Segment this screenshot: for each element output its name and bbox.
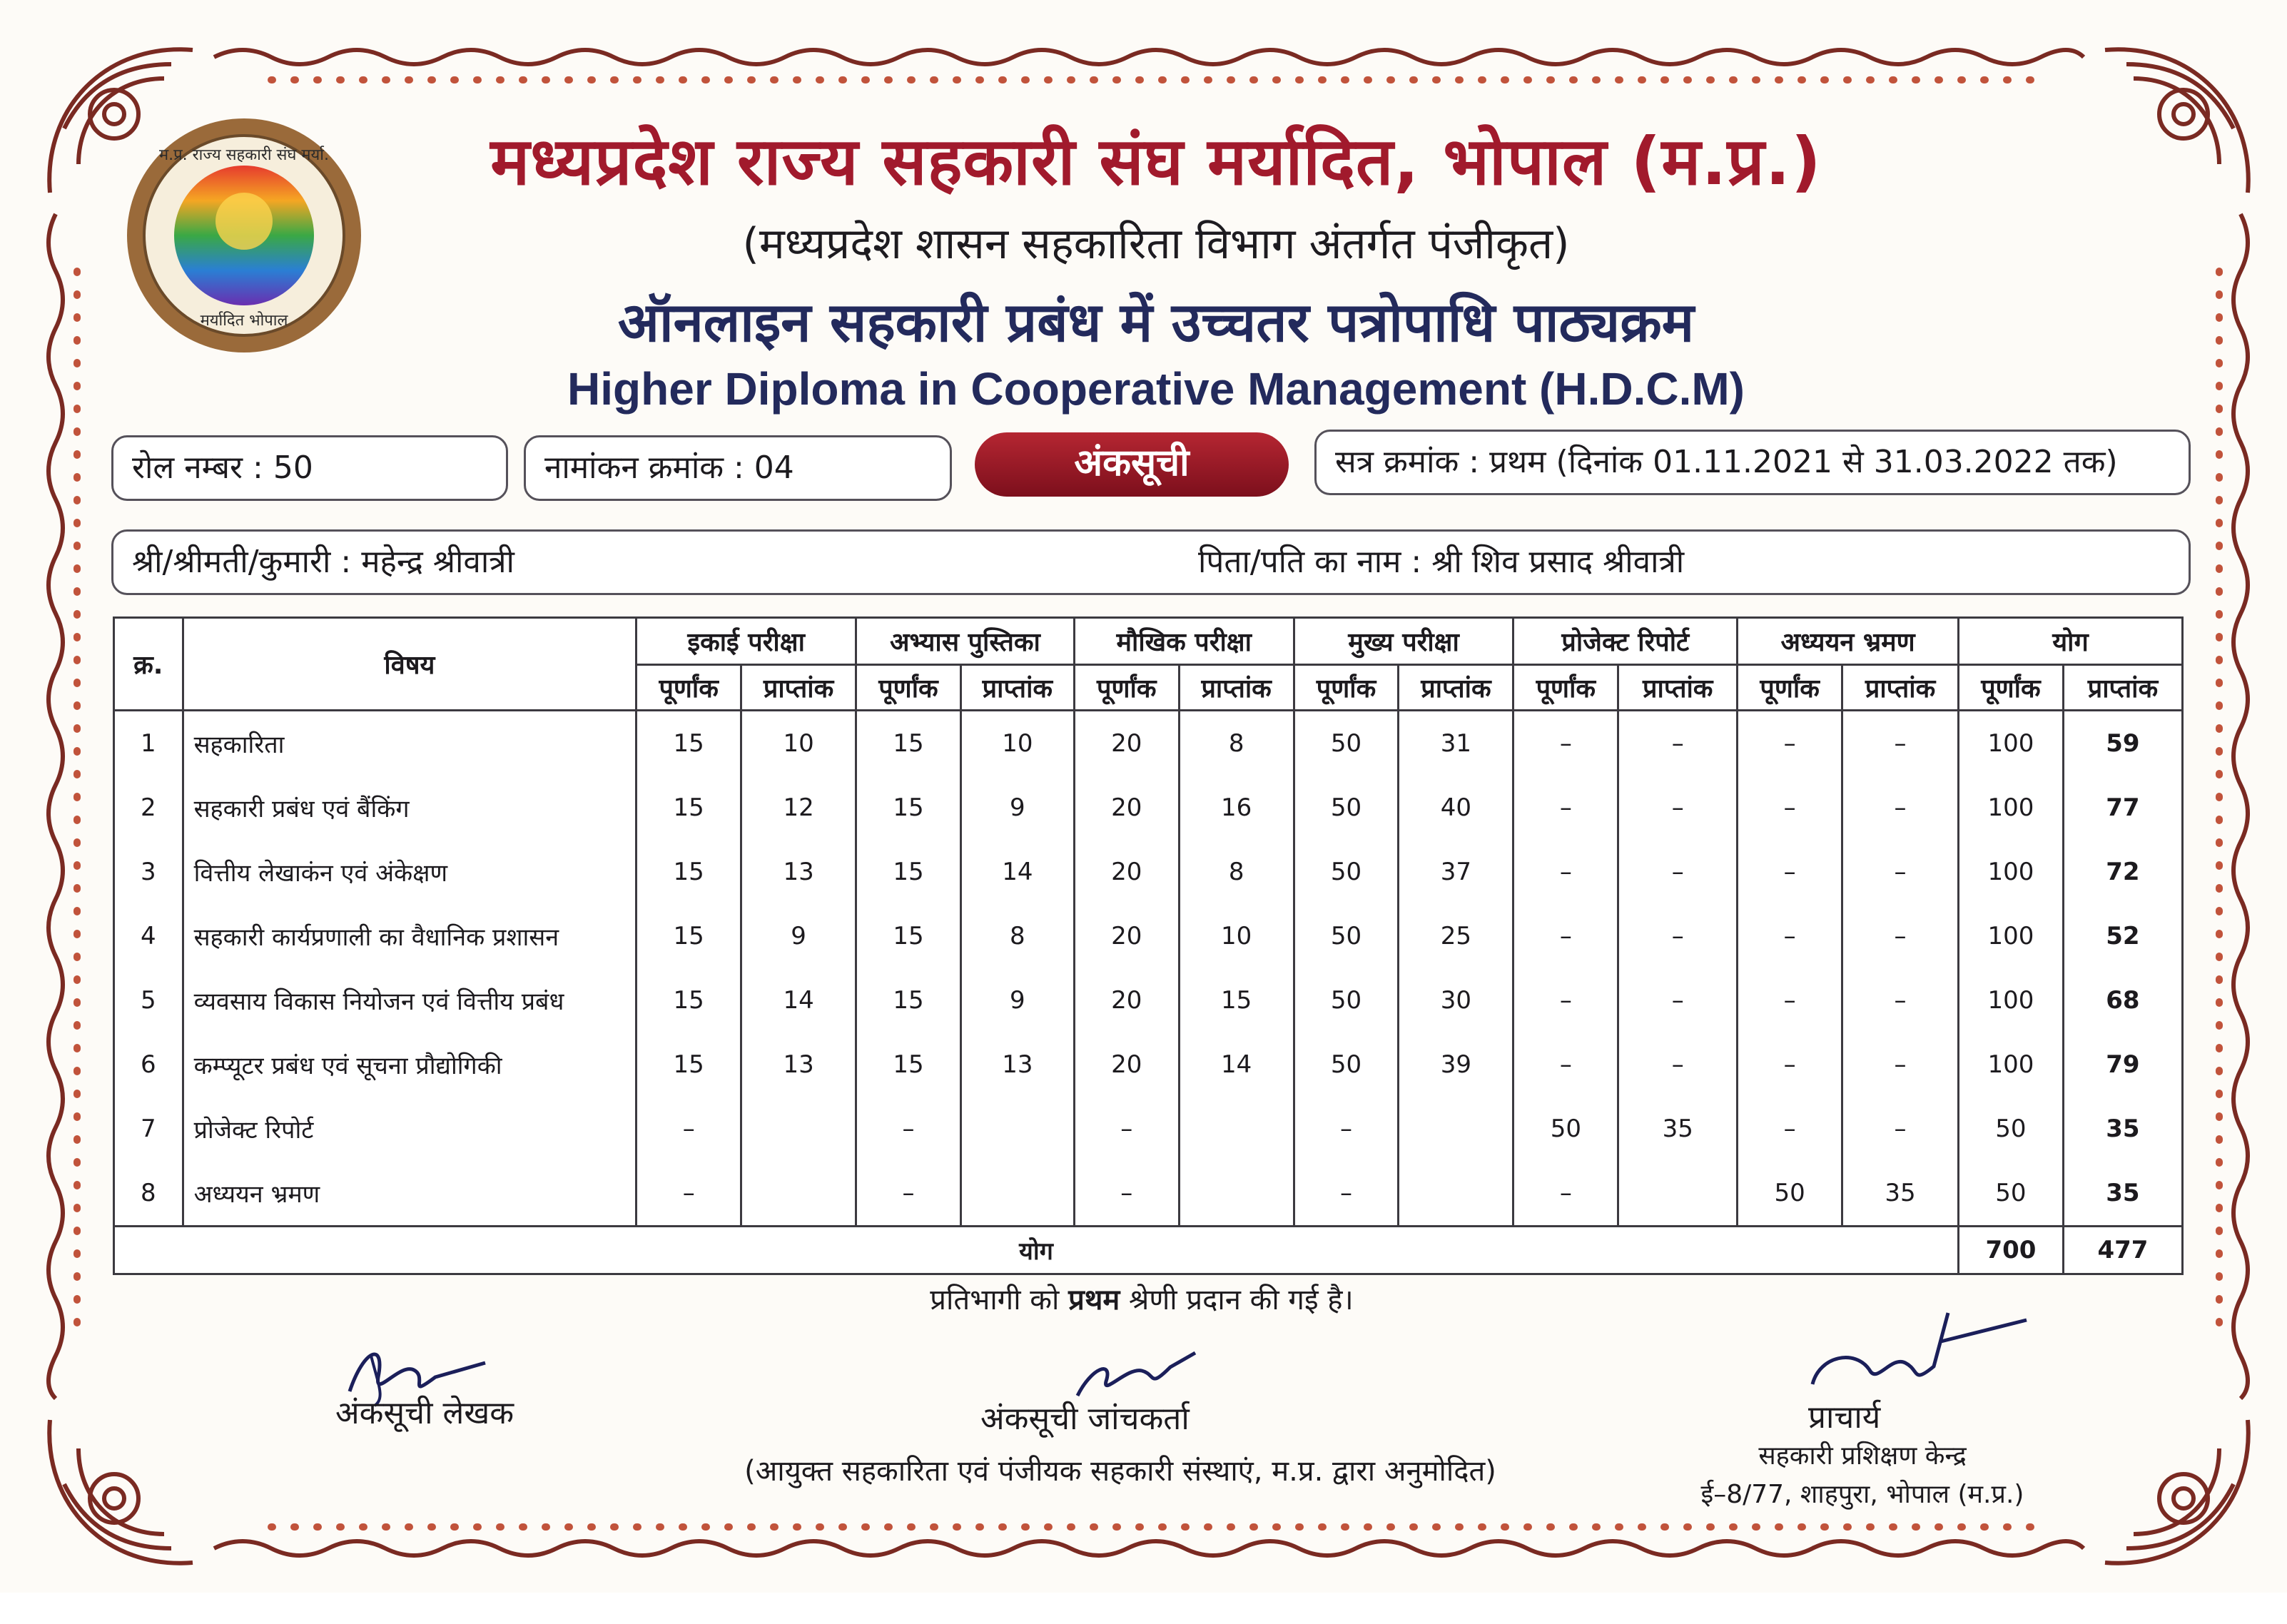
row-marks-cell: 16	[1179, 776, 1294, 840]
row-marks-cell	[1618, 1161, 1738, 1227]
result-division: प्रथम	[1068, 1284, 1120, 1316]
row-subject: अध्ययन भ्रमण	[183, 1161, 637, 1227]
row-marks-cell: –	[1618, 968, 1738, 1032]
row-serial: 1	[114, 711, 183, 776]
principal-signature	[1805, 1299, 2034, 1399]
header-full-marks: पूर्णांक	[1074, 665, 1179, 711]
row-marks-cell: 13	[741, 840, 856, 904]
row-serial: 3	[114, 840, 183, 904]
header-oral-exam: मौखिक परीक्षा	[1074, 618, 1294, 665]
row-marks-cell: 39	[1399, 1032, 1513, 1097]
table-row	[114, 1161, 2183, 1227]
row-marks-cell: –	[1738, 711, 1842, 776]
row-marks-cell: –	[1618, 904, 1738, 968]
row-marks-cell: –	[1842, 904, 1959, 968]
row-marks-cell: 15	[856, 711, 961, 776]
row-marks-cell: 15	[856, 1032, 961, 1097]
row-total-cell: 50	[1959, 1161, 2064, 1227]
row-marks-cell: –	[1842, 1032, 1959, 1097]
table-row	[114, 968, 2183, 1032]
row-marks-cell: 12	[741, 776, 856, 840]
row-subject: व्यवसाय विकास नियोजन एवं वित्तीय प्रबंध	[183, 968, 637, 1032]
row-total-cell: 50	[1959, 1097, 2064, 1161]
row-marks-cell: –	[1842, 968, 1959, 1032]
row-serial: 8	[114, 1161, 183, 1227]
row-marks-cell: –	[1738, 1097, 1842, 1161]
row-marks-cell: 50	[1513, 1097, 1618, 1161]
row-marks-cell: –	[856, 1097, 961, 1161]
table-row	[114, 776, 2183, 840]
student-name: श्री/श्रीमती/कुमारी : महेन्द्र श्रीवात्री	[132, 544, 514, 580]
logo-top-text: म.प्र. राज्य सहकारी संघ मर्या.	[159, 146, 329, 164]
organization-subtitle: (मध्यप्रदेश शासन सहकारिता विभाग अंतर्गत पंजीकृत)	[742, 219, 1570, 269]
row-marks-cell: 14	[1179, 1032, 1294, 1097]
table-row	[114, 904, 2183, 968]
row-marks-cell: 8	[1179, 840, 1294, 904]
row-marks-cell: 9	[960, 776, 1074, 840]
row-marks-cell: 13	[741, 1032, 856, 1097]
row-marks-cell: 9	[960, 968, 1074, 1032]
row-marks-cell: 25	[1399, 904, 1513, 968]
row-marks-cell: –	[1513, 968, 1618, 1032]
header-obtained-marks: प्राप्तांक	[1842, 665, 1959, 711]
row-marks-cell: 14	[960, 840, 1074, 904]
row-marks-cell: 10	[741, 711, 856, 776]
row-marks-cell: 50	[1294, 904, 1399, 968]
result-prefix: प्रतिभागी को	[930, 1284, 1069, 1316]
header-full-marks: पूर्णांक	[637, 665, 741, 711]
row-marks-cell: –	[1294, 1097, 1399, 1161]
row-marks-cell: 50	[1294, 968, 1399, 1032]
row-marks-cell: –	[1738, 776, 1842, 840]
row-marks-cell	[960, 1097, 1074, 1161]
row-marks-cell: 8	[960, 904, 1074, 968]
row-total-cell: 52	[2063, 904, 2182, 968]
grand-total-obtained: 477	[2063, 1227, 2182, 1274]
row-marks-cell: 20	[1074, 840, 1179, 904]
row-subject: सहकारी कार्यप्रणाली का वैधानिक प्रशासन	[183, 904, 637, 968]
row-marks-cell: 50	[1294, 840, 1399, 904]
row-marks-cell: 20	[1074, 711, 1179, 776]
row-marks-cell	[1399, 1097, 1513, 1161]
writer-label: अंकसूची लेखक	[335, 1395, 514, 1431]
row-marks-cell	[960, 1161, 1074, 1227]
row-marks-cell: –	[1842, 1097, 1959, 1161]
row-marks-cell: –	[1738, 904, 1842, 968]
row-marks-cell: 15	[1179, 968, 1294, 1032]
header-obtained-marks: प्राप्तांक	[960, 665, 1074, 711]
row-marks-cell: –	[1513, 711, 1618, 776]
row-marks-cell: 35	[1618, 1097, 1738, 1161]
row-marks-cell: –	[1618, 840, 1738, 904]
header-obtained-marks: प्राप्तांक	[2063, 665, 2182, 711]
header-serial: क्र.	[114, 618, 183, 711]
row-marks-cell: –	[1618, 1032, 1738, 1097]
row-serial: 7	[114, 1097, 183, 1161]
row-total-cell: 100	[1959, 904, 2064, 968]
checker-label: अंकसूची जांचकर्ता	[980, 1401, 1190, 1437]
approval-note: (आयुक्त सहकारिता एवं पंजीयक सहकारी संस्थाएं, म.प्र. द्वारा अनुमोदित)	[744, 1455, 1496, 1488]
row-marks-cell: 50	[1294, 711, 1399, 776]
principal-label: प्राचार्य	[1808, 1399, 1881, 1436]
roll-number-box: रोल नम्बर : 50	[111, 435, 508, 501]
row-marks-cell: 15	[637, 776, 741, 840]
header-full-marks: पूर्णांक	[1513, 665, 1618, 711]
row-total-cell: 100	[1959, 968, 2064, 1032]
row-marks-cell: 20	[1074, 776, 1179, 840]
row-total-cell: 100	[1959, 840, 2064, 904]
header-unit-exam: इकाई परीक्षा	[637, 618, 856, 665]
scan-edge	[0, 1593, 2287, 1624]
header-obtained-marks: प्राप्तांक	[1399, 665, 1513, 711]
table-row	[114, 840, 2183, 904]
row-marks-cell: –	[1738, 840, 1842, 904]
row-marks-cell	[1399, 1161, 1513, 1227]
header-main-exam: मुख्य परीक्षा	[1294, 618, 1513, 665]
header-study-tour: अध्ययन भ्रमण	[1738, 618, 1959, 665]
row-marks-cell: 30	[1399, 968, 1513, 1032]
row-serial: 6	[114, 1032, 183, 1097]
row-total-cell: 72	[2063, 840, 2182, 904]
grand-total-label: योग	[114, 1227, 1959, 1274]
row-serial: 5	[114, 968, 183, 1032]
row-marks-cell: 40	[1399, 776, 1513, 840]
header-full-marks: पूर्णांक	[856, 665, 961, 711]
logo-bottom-text: मर्यादित भोपाल	[200, 312, 288, 330]
row-marks-cell: 10	[1179, 904, 1294, 968]
row-marks-cell: 15	[856, 904, 961, 968]
row-marks-cell	[741, 1097, 856, 1161]
row-marks-cell: –	[1618, 711, 1738, 776]
row-serial: 4	[114, 904, 183, 968]
marks-table	[113, 616, 2184, 1275]
row-marks-cell: 15	[856, 776, 961, 840]
marksheet-badge: अंकसूची	[975, 432, 1289, 497]
row-marks-cell: –	[1842, 711, 1959, 776]
row-total-cell: 35	[2063, 1161, 2182, 1227]
row-marks-cell: –	[1074, 1161, 1179, 1227]
row-marks-cell: –	[1738, 968, 1842, 1032]
organization-title: मध्यप्रदेश राज्य सहकारी संघ मर्यादित, भोपाल (म.प्र.)	[490, 123, 1822, 200]
row-subject: सहकारिता	[183, 711, 637, 776]
centre-address: ई–8/77, शाहपुरा, भोपाल (म.प्र.)	[1700, 1480, 2024, 1509]
row-marks-cell: –	[1842, 840, 1959, 904]
header-full-marks: पूर्णांक	[1294, 665, 1399, 711]
course-title-english: Higher Diploma in Cooperative Management (H.D.C.M)	[567, 363, 1745, 415]
row-total-cell: 100	[1959, 776, 2064, 840]
header-full-marks: पूर्णांक	[1738, 665, 1842, 711]
table-row	[114, 1032, 2183, 1097]
row-marks-cell	[1179, 1097, 1294, 1161]
row-marks-cell: 10	[960, 711, 1074, 776]
row-marks-cell: –	[1513, 904, 1618, 968]
header-full-marks: पूर्णांक	[1959, 665, 2064, 711]
result-statement	[642, 1279, 1641, 1318]
row-marks-cell: –	[1513, 776, 1618, 840]
row-marks-cell: –	[1513, 840, 1618, 904]
header-total: योग	[1959, 618, 2183, 665]
row-marks-cell: –	[1513, 1161, 1618, 1227]
row-marks-cell: 20	[1074, 968, 1179, 1032]
row-marks-cell: –	[1074, 1097, 1179, 1161]
student-details-box	[111, 529, 2191, 595]
header-subject: विषय	[183, 618, 637, 711]
row-total-cell: 100	[1959, 1032, 2064, 1097]
row-marks-cell: –	[637, 1097, 741, 1161]
row-marks-cell: 15	[856, 840, 961, 904]
row-marks-cell: 13	[960, 1032, 1074, 1097]
row-marks-cell: 31	[1399, 711, 1513, 776]
row-marks-cell: 50	[1738, 1161, 1842, 1227]
row-marks-cell: 9	[741, 904, 856, 968]
row-marks-cell: –	[1738, 1032, 1842, 1097]
header-obtained-marks: प्राप्तांक	[1179, 665, 1294, 711]
row-marks-cell: –	[1513, 1032, 1618, 1097]
row-total-cell: 59	[2063, 711, 2182, 776]
row-serial: 2	[114, 776, 183, 840]
row-marks-cell	[741, 1161, 856, 1227]
row-marks-cell: 15	[637, 1032, 741, 1097]
table-row	[114, 1097, 2183, 1161]
session-box: सत्र क्रमांक : प्रथम (दिनांक 01.11.2021 से 31.03.2022 तक)	[1314, 430, 2191, 495]
result-suffix: श्रेणी प्रदान की गई है।	[1120, 1284, 1354, 1316]
centre-name: सहकारी प्रशिक्षण केन्द्र	[1758, 1441, 1967, 1471]
row-marks-cell: –	[637, 1161, 741, 1227]
row-marks-cell: 15	[637, 904, 741, 968]
row-marks-cell: 15	[637, 711, 741, 776]
row-marks-cell: –	[856, 1161, 961, 1227]
row-total-cell: 68	[2063, 968, 2182, 1032]
row-marks-cell: –	[1294, 1161, 1399, 1227]
row-marks-cell: 20	[1074, 904, 1179, 968]
header-project-report: प्रोजेक्ट रिपोर्ट	[1513, 618, 1738, 665]
row-marks-cell: –	[1842, 776, 1959, 840]
header-obtained-marks: प्राप्तांक	[1618, 665, 1738, 711]
enrolment-number-box: नामांकन क्रमांक : 04	[524, 435, 952, 501]
course-title-hindi: ऑनलाइन सहकारी प्रबंध में उच्चतर पत्रोपाधि पाठ्यक्रम	[617, 290, 1695, 354]
row-marks-cell: 15	[856, 968, 961, 1032]
row-marks-cell	[1179, 1161, 1294, 1227]
row-total-cell: 79	[2063, 1032, 2182, 1097]
grand-total-full: 700	[1959, 1227, 2064, 1274]
row-marks-cell: –	[1618, 776, 1738, 840]
row-marks-cell: 50	[1294, 1032, 1399, 1097]
row-marks-cell: 50	[1294, 776, 1399, 840]
row-total-cell: 100	[1959, 711, 2064, 776]
row-total-cell: 77	[2063, 776, 2182, 840]
row-marks-cell: 15	[637, 840, 741, 904]
row-marks-cell: 14	[741, 968, 856, 1032]
row-marks-cell: 37	[1399, 840, 1513, 904]
father-name: पिता/पति का नाम : श्री शिव प्रसाद श्रीवात्री	[1198, 544, 1685, 580]
table-row	[114, 711, 2183, 776]
row-subject: कम्प्यूटर प्रबंध एवं सूचना प्रौद्योगिकी	[183, 1032, 637, 1097]
header-obtained-marks: प्राप्तांक	[741, 665, 856, 711]
header-practice-book: अभ्यास पुस्तिका	[856, 618, 1075, 665]
row-subject: सहकारी प्रबंध एवं बैंकिंग	[183, 776, 637, 840]
row-marks-cell: 8	[1179, 711, 1294, 776]
row-marks-cell: 15	[637, 968, 741, 1032]
row-subject: प्रोजेक्ट रिपोर्ट	[183, 1097, 637, 1161]
row-total-cell: 35	[2063, 1097, 2182, 1161]
row-marks-cell: 35	[1842, 1161, 1959, 1227]
row-marks-cell: 20	[1074, 1032, 1179, 1097]
grand-total-row	[114, 1227, 2183, 1274]
row-subject: वित्तीय लेखाकंन एवं अंकेक्षण	[183, 840, 637, 904]
